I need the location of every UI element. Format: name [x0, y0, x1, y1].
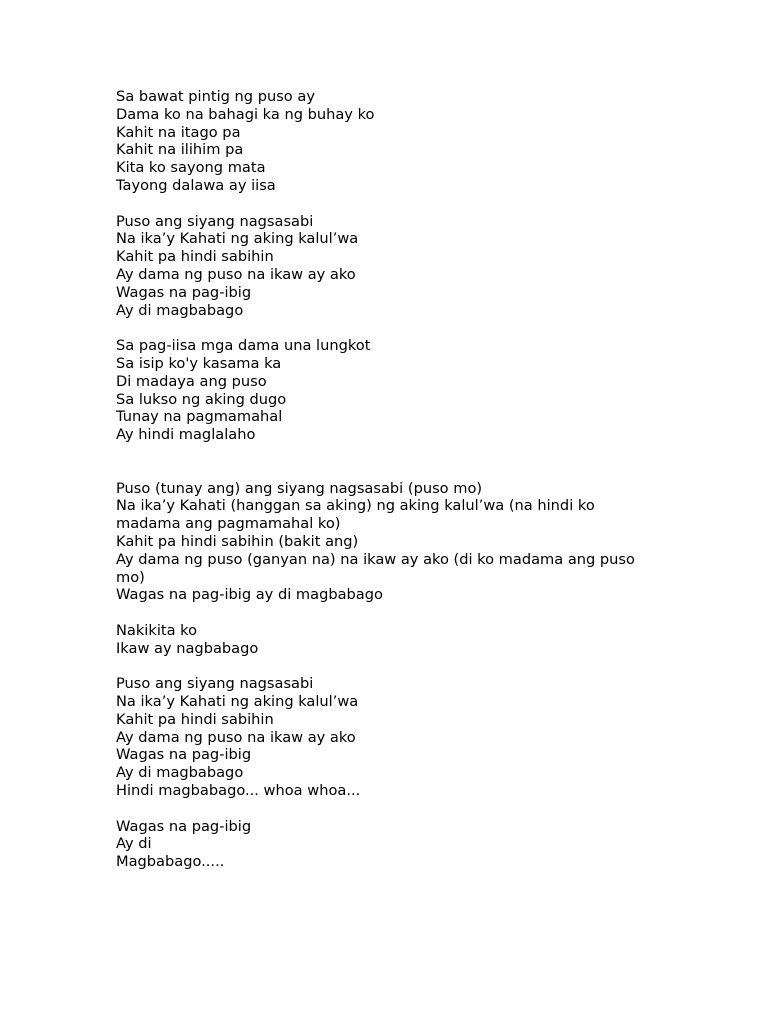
- stanza-1: [116, 88, 656, 195]
- lyric-line: Ay dama ng puso na ikaw ay ako: [116, 265, 356, 283]
- lyric-line: Sa bawat pintig ng puso ay: [116, 88, 315, 105]
- lyric-line: Sa pag-iisa mga dama una lungkot: [116, 337, 371, 355]
- lyric-line: Na ika’y Kahati ng aking kalul’wa: [116, 230, 359, 248]
- lyrics-body: [116, 88, 656, 889]
- lyric-line: Na ika’y Kahati ng aking kalul’wa: [116, 693, 359, 711]
- lyric-line: Na ika’y Kahati (hanggan sa aking) ng aking kalul’wa (na hindi ko madama ang pagmamahal ko): [116, 497, 595, 533]
- lyric-line: Sa isip ko'y kasama ka: [116, 354, 282, 372]
- lyric-line: Di madaya ang puso: [116, 372, 267, 390]
- stanza-2: [116, 213, 656, 320]
- lyric-line: Ay di magbabago: [116, 764, 244, 782]
- lyric-line: Kita ko sayong mata: [116, 159, 266, 177]
- lyric-line: Kahit na itago pa: [116, 123, 241, 141]
- lyric-line: Magbabago.....: [116, 853, 225, 871]
- lyric-line: Nakikita ko: [116, 621, 198, 639]
- stanza-3: [116, 337, 656, 444]
- lyric-line: Kahit pa hindi sabihin: [116, 248, 274, 266]
- lyric-line: Puso (tunay ang) ang siyang nagsasabi (puso mo): [116, 479, 483, 497]
- lyric-line: Ikaw ay nagbabago: [116, 639, 259, 657]
- lyric-line: Ay hindi maglalaho: [116, 426, 256, 444]
- lyric-line: Wagas na pag-ibig: [116, 817, 252, 835]
- lyric-line: Puso ang siyang nagsasabi: [116, 212, 314, 230]
- lyric-line: Wagas na pag-ibig: [116, 746, 252, 764]
- lyric-line: Puso ang siyang nagsasabi: [116, 675, 314, 693]
- lyric-line: Kahit na ilihim pa: [116, 141, 244, 159]
- lyric-line: Ay dama ng puso (ganyan na) na ikaw ay ako (di ko madama ang puso mo): [116, 550, 635, 586]
- lyric-line: Tayong dalawa ay iisa: [116, 176, 276, 194]
- lyric-line: Sa lukso ng aking dugo: [116, 390, 287, 408]
- lyric-line: Kahit pa hindi sabihin (bakit ang): [116, 532, 359, 550]
- lyric-line: Wagas na pag-ibig ay di magbabago: [116, 586, 383, 604]
- lyric-line: Ay di: [116, 835, 152, 853]
- lyric-line: Kahit pa hindi sabihin: [116, 710, 274, 728]
- lyric-line: Dama ko na bahagi ka ng buhay ko: [116, 105, 375, 123]
- lyric-line: Ay dama ng puso na ikaw ay ako: [116, 728, 356, 746]
- lyric-line: Wagas na pag-ibig: [116, 283, 252, 301]
- stanza-4: [116, 480, 656, 605]
- lyric-line: Ay di magbabago: [116, 301, 244, 319]
- lyric-line: Hindi magbabago... whoa whoa...: [116, 782, 361, 800]
- lyric-line: Tunay na pagmamahal: [116, 408, 283, 426]
- stanza-6: [116, 675, 656, 800]
- stanza-7: [116, 818, 656, 871]
- stanza-5: [116, 622, 656, 658]
